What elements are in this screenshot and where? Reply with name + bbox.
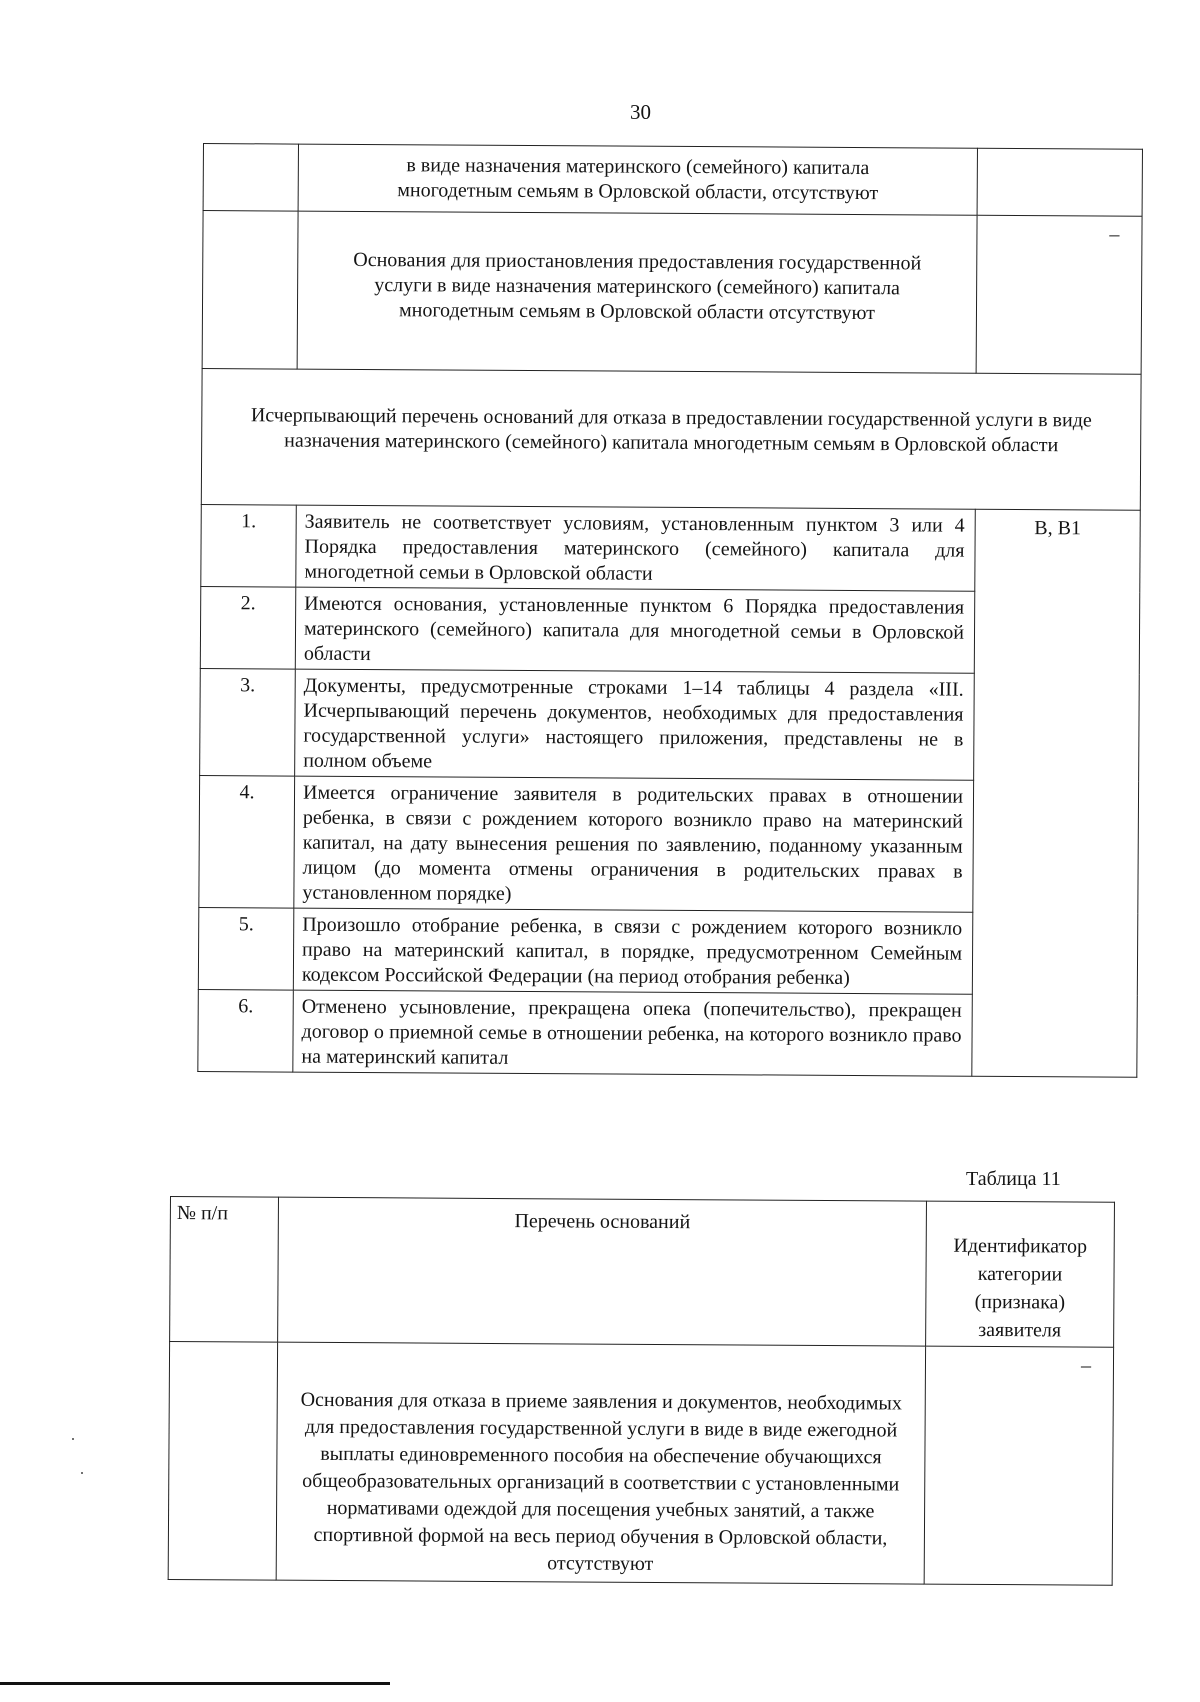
table-row xyxy=(202,211,1142,375)
table-row xyxy=(201,504,1140,592)
scan-speck xyxy=(72,1438,74,1440)
table-caption: Таблица 11 xyxy=(966,1168,1061,1190)
item-text: Отменено усыновление, прекращена опека (попечительство), прекращен договор о приемной семье в отношении ребенка, на которого возникло право на материнский капитал xyxy=(293,990,972,1076)
table-header-row xyxy=(170,1197,1115,1348)
table-row xyxy=(168,1342,1113,1586)
section-heading xyxy=(201,368,1141,510)
table-cell-num xyxy=(203,144,298,212)
table-cell-num xyxy=(202,211,298,370)
item-text: Документы, предусмотренные строками 1–14 таблицы 4 раздела «III. Исчерпывающий перечень документов, необходимых для предоставления государственной услуги» настоящего приложения, представлены не в полном объеме xyxy=(295,669,975,780)
scan-edge-line xyxy=(0,1682,390,1685)
id-value: – xyxy=(1080,1354,1092,1377)
suspension-grounds-text: Основания для приостановления предоставления государственной услуги в виде назначения материнского (семейного) капитала многодетным семьям в Орловской области отсутствуют xyxy=(353,248,922,325)
table-cell-text: в виде назначения материнского (семейного) капитала многодетным семьям в Орловской области, отсутствуют xyxy=(298,144,977,215)
category-identifier-value: В, В1 xyxy=(1034,517,1082,540)
table-refusal-grounds xyxy=(197,143,1143,1078)
table-cell-text xyxy=(297,211,977,373)
table-row xyxy=(203,144,1142,217)
item-number: 5. xyxy=(198,907,293,990)
header-num: № п/п xyxy=(170,1197,279,1343)
item-text: Заявитель не соответствует условиям, установленным пунктом 3 или 4 Порядка предоставления материнского (семейного) капитала для многодетной семьи в Орловской области xyxy=(296,505,975,591)
header-list: Перечень оснований xyxy=(278,1197,927,1346)
item-number: 4. xyxy=(199,775,295,908)
item-text: Имеется ограничение заявителя в родительских правах в отношении ребенка, в связи с рождением которого возникло право на материнский капитал, на дату вынесения решения по заявлению, поданному указанным лицом (до момента отмены ограничения в родительских правах в установленном порядке) xyxy=(294,776,974,912)
item-number: 2. xyxy=(200,586,295,669)
page-number: 30 xyxy=(630,100,651,124)
table-cell-id xyxy=(976,215,1142,374)
item-number: 6. xyxy=(198,989,293,1072)
scan-speck xyxy=(81,1472,83,1474)
item-text: Произошло отобрание ребенка, в связи с рождением которого возникло право на материнский капитал, в порядке, предусмотренном Семейным кодексом Российской Федерации (на период отобрания ребенка) xyxy=(293,908,972,994)
table-cell-num xyxy=(168,1342,277,1581)
table-cell-id xyxy=(924,1346,1113,1585)
table-11 xyxy=(168,1196,1115,1586)
reception-refusal-text: Основания для отказа в приеме заявления и документов, необходимых для предоставления государственной услуги в виде в виде ежегодной выплаты единовременного пособия на обеспечение обучающихся общеобразовательных организаций в соответствии с установленными нормативами одеждой для посещения учебных занятий, а также спортивной формой на весь период обучения в Орловской области, отсутствуют xyxy=(276,1342,925,1584)
item-text: Имеются основания, установленные пунктом 6 Порядка предоставления материнского (семейного) капитала для многодетной семьи в Орловской области xyxy=(295,587,974,673)
header-identifier: Идентификатор категории (признака) заявителя xyxy=(926,1201,1115,1347)
id-value: – xyxy=(1109,223,1120,246)
table-cell-id xyxy=(977,148,1142,216)
item-number: 3. xyxy=(200,668,296,776)
section-heading-text: Исчерпывающий перечень оснований для отказа в предоставлении государственной услуги в виде назначения материнского (семейного) капитала многодетным семьям в Орловской области xyxy=(250,404,1092,457)
category-identifier xyxy=(972,509,1140,1077)
item-number: 1. xyxy=(201,504,296,587)
table-row xyxy=(201,368,1141,510)
